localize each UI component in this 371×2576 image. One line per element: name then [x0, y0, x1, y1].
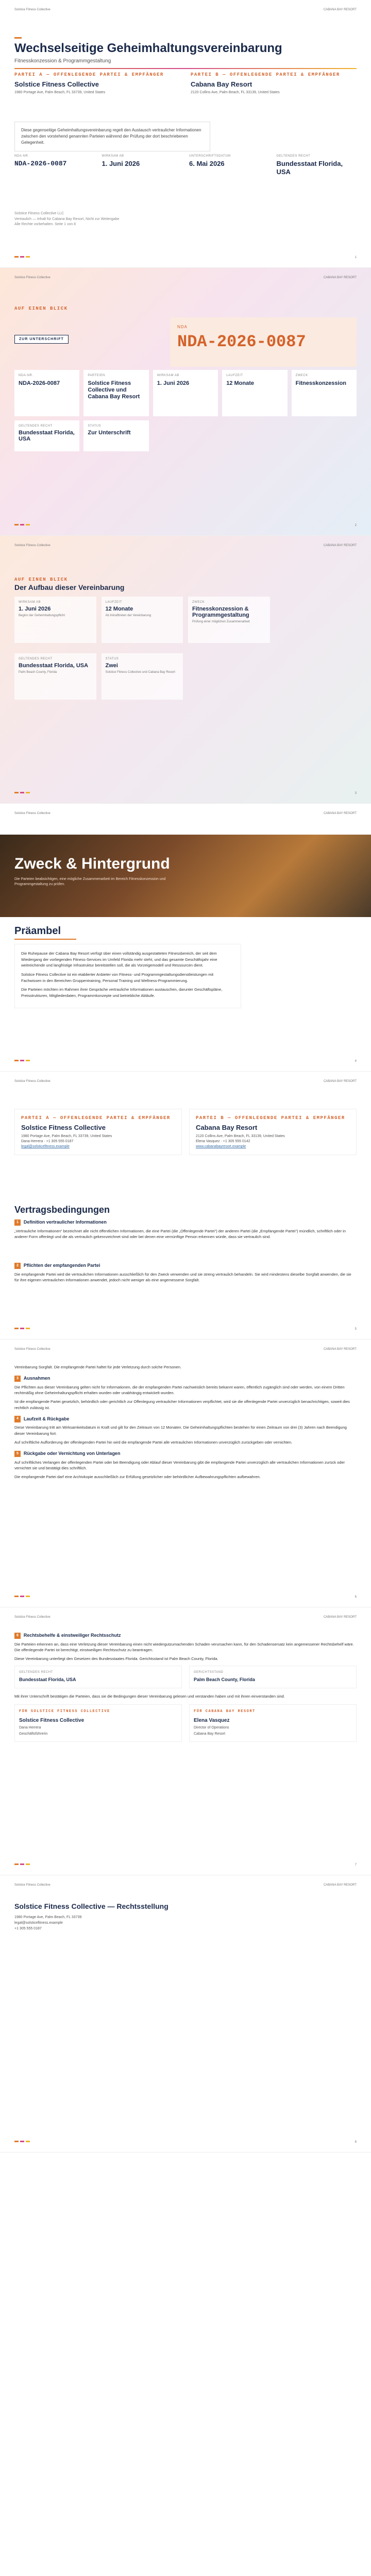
page-1 — [0, 0, 371, 268]
party-b-card — [189, 1109, 357, 1155]
cover-card — [83, 370, 148, 416]
header-left: Solstice Fitness Collective — [14, 8, 50, 11]
page-2 — [0, 268, 371, 536]
cover-card — [14, 370, 79, 416]
page-footer — [14, 1060, 357, 1063]
timeline — [14, 597, 357, 700]
item-label: STATUS — [105, 657, 119, 660]
nda-card-label: NDA — [177, 325, 188, 329]
page-header — [14, 1348, 357, 1351]
card-value: NDA-2026-0087 — [19, 380, 60, 386]
section-title: Definition vertraulicher Informationen — [23, 1219, 107, 1225]
purpose-box: Diese gegenseitige Geheimhaltungsvereinbarung regelt den Austausch vertraulicher Informationen zwischen den vorstehend genannten Parteien während der Prüfung der dort beschriebenen Gelegenheit. — [14, 122, 210, 151]
section-text: Ist die empfangende Partei gesetzlich, behördlich oder gerichtlich zur Offenlegung vertraulicher Informationen verpflichtet, wird sie die offenlegende Partei unverzüglich benachrichtigen, soweit dies rechtlich zulässig ist. — [14, 1399, 350, 1410]
footer-bars — [14, 256, 30, 259]
law-venue-row — [14, 1666, 357, 1688]
sig-role: Geschäftsführerin — [19, 1732, 48, 1736]
item-value: 12 Monate — [105, 606, 133, 612]
item-label: ZWECK — [192, 601, 205, 604]
section-title: Pflichten der empfangenden Partei — [23, 1263, 100, 1268]
card-label: STATUS — [88, 425, 102, 428]
header-left: Solstice Fitness Collective — [14, 1616, 50, 1619]
page-header — [14, 1884, 357, 1887]
accent-mark — [14, 37, 22, 39]
page-3 — [0, 536, 371, 804]
sig-name: Elena Vasquez — [194, 1717, 230, 1723]
section-number: 4 — [14, 1416, 21, 1422]
timeline-item — [102, 597, 183, 643]
header-right: CABANA BAY RESORT — [323, 1080, 357, 1083]
page-header — [14, 276, 357, 279]
closing-email: legal@solsticefitness.example — [14, 1921, 63, 1925]
footer-page: 3 — [355, 792, 357, 795]
closing-title: Solstice Fitness Collective — Rechtsstellung — [14, 1902, 168, 1910]
sig-kicker: FÜR CABANA BAY RESORT — [194, 1709, 256, 1714]
section-text: Diese Vereinbarung unterliegt den Gesetzen des Bundesstaates Florida. Gerichtsstand ist Palm Beach County, Florida. — [14, 1656, 218, 1661]
item-value: Zwei — [105, 663, 118, 669]
hero-subtitle: Die Parteien beabsichtigen, eine mögliche Zusammenarbeit im Bereich Fitnesskonzession und Programmgestaltung zu prüfen. — [14, 877, 166, 886]
sig-name: Solstice Fitness Collective — [19, 1717, 85, 1723]
signature-block-a — [14, 1704, 182, 1742]
card-value: 12 Monate — [226, 380, 254, 386]
header-right: CABANA BAY RESORT — [323, 812, 357, 815]
section-text: „Vertrauliche Informationen“ bezeichnet alle nicht öffentlichen Informationen, die eine Partei (die „Offenlegende Partei“) der anderen Partei (die „Empfangende Partei“) mündlich, schriftlich oder in anderer Form offenlegt und die als vertraulich gekennzeichnet sind oder bei denen eine vernünftige Person erkennen würde, dass sie vertraulich sind. — [14, 1228, 346, 1239]
party-a — [14, 72, 180, 95]
section-text: Auf schriftliches Verlangen der offenlegenden Partei oder bei Beendigung oder Ablauf dieser Vereinbarung gibt die empfangende Partei unverzüglich alle vertraulichen Informationen zurück oder vernichtet sie und bestätigt dies schriftlich. — [14, 1460, 345, 1470]
page-5 — [0, 1072, 371, 1340]
item-note: Ab Inkrafttreten der Vereinbarung — [105, 614, 151, 617]
title-rule — [14, 68, 357, 69]
header-right: CABANA BAY RESORT — [323, 544, 357, 547]
page-7 — [0, 1607, 371, 1875]
page-header — [14, 544, 357, 547]
section-number: 2 — [14, 1263, 21, 1269]
footer-bars — [14, 1060, 30, 1063]
timeline-kicker: AUF EINEN BLICK — [14, 577, 68, 582]
page-footer — [14, 792, 357, 795]
party-b-address: 2120 Collins Ave, Palm Beach, FL 33139, United States — [196, 1134, 285, 1138]
signature-block-b — [189, 1704, 357, 1742]
party-b-name: Cabana Bay Resort — [191, 80, 252, 88]
header-left: Solstice Fitness Collective — [14, 276, 50, 279]
venue-label: GERICHTSSTAND — [194, 1671, 224, 1674]
meta-eff-value: 1. Juni 2026 — [102, 160, 140, 167]
footer-bars — [14, 1328, 30, 1331]
card-value: Fitnesskonzession — [295, 380, 347, 386]
meta-sign-label: UNTERSCHRIFTSDATUM — [189, 155, 231, 158]
section-text: Diese Vereinbarung tritt am Wirksamkeitsdatum in Kraft und gilt für den Zeitraum von 12 Monaten. Die Geheimhaltungspflichten bestehen für einen Zeitraum von drei (3) Jahren nach Beendigung dieser Vereinbarung fort. — [14, 1425, 347, 1436]
page-4 — [0, 804, 371, 1072]
closing-address: 1980 Portage Ave, Palm Beach, FL 33739 — [14, 1916, 82, 1919]
status-badge: ZUR UNTERSCHRIFT — [14, 335, 69, 344]
section-text: Die empfangende Partei wird die vertraulichen Informationen ausschließlich für den Zweck verwenden und sie streng vertraulich behandeln. Sie wird mindestens dieselbe Sorgfalt anwenden, die sie für ihre eigenen vertraulichen Informationen anwendet, jedoch nicht weniger als eine angemessene Sorgfalt. — [14, 1272, 351, 1282]
header-left: Solstice Fitness Collective — [14, 544, 50, 547]
preamble-title: Präambel — [14, 925, 61, 937]
page-header — [14, 812, 357, 815]
footer-bars — [14, 1596, 30, 1599]
section-text: Die Pflichten aus dieser Vereinbarung gelten nicht für Informationen, die der empfangenden Partei nachweislich bereits bekannt waren, öffentlich zugänglich sind oder werden, von einem Dritten rechtmäßig ohne Geheimhaltungspflicht erhalten wurden oder unabhängig entwickelt wurden. — [14, 1384, 345, 1395]
header-right: CABANA BAY RESORT — [323, 1616, 357, 1619]
party-a-email-link[interactable]: legal@solsticefitness.example — [21, 1145, 70, 1148]
item-value: 1. Juni 2026 — [19, 606, 51, 612]
header-left: Solstice Fitness Collective — [14, 812, 50, 815]
party-a-kicker: PARTEI A — OFFENLEGENDE PARTEI & EMPFÄNGER — [14, 72, 164, 77]
page-6 — [0, 1340, 371, 1607]
party-b — [191, 72, 357, 95]
party-b-web-link[interactable]: www.cabanabayresort.example — [196, 1145, 246, 1148]
cover-card — [292, 370, 357, 416]
section-number: 1 — [14, 1219, 21, 1226]
sig-role: Director of Operations — [194, 1725, 229, 1730]
footer-bars — [14, 2141, 30, 2144]
section-number: 6 — [14, 1633, 21, 1639]
law-value: Bundesstaat Florida, USA — [19, 1677, 76, 1683]
meta-law-value: Bundesstaat Florida, USA — [276, 160, 343, 176]
section-2 — [14, 1262, 357, 1283]
item-value: Fitnesskonzession & Programmgestaltung — [192, 606, 249, 618]
party-b-kicker: PARTEI B — OFFENLEGENDE PARTEI & EMPFÄNGER — [196, 1115, 345, 1121]
remedies-body — [14, 1632, 357, 1742]
header-right: CABANA BAY RESORT — [323, 1348, 357, 1351]
page-footer — [14, 524, 357, 527]
page-footer — [14, 1863, 357, 1867]
page-footer — [14, 1596, 357, 1599]
nda-number-card — [170, 317, 357, 367]
hero-banner — [0, 835, 371, 917]
footer-bars — [14, 792, 30, 795]
item-note: Palm Beach County, Florida — [19, 671, 57, 674]
footer-page: 2 — [355, 524, 357, 527]
meta-law-label: GELTENDES RECHT — [276, 155, 311, 158]
item-value: Bundesstaat Florida, USA — [19, 663, 89, 669]
section-text: Die Parteien erkennen an, dass eine Verletzung dieser Vereinbarung einen nicht wiedergutzumachenden Schaden verursachen kann, für den Schadensersatz kein angemessener Rechtsbehelf wäre. Die offenlegende Partei ist berechtigt, einstweiligen Rechtsschutz zu beantragen. — [14, 1641, 354, 1652]
section-text: Die empfangende Partei darf eine Archivkopie ausschließlich zur Erfüllung gesetzlicher oder behördlicher Aufbewahrungspflichten aufbewahren. — [14, 1475, 261, 1479]
sig-line: Dana Herrera — [19, 1725, 41, 1730]
body-paragraph: Vereinbarung Sorgfalt. Die empfangende Partei haftet für jede Verletzung durch solche Personen. — [14, 1365, 181, 1369]
page-8 — [0, 1875, 371, 2153]
item-note: Beginn der Geheimhaltungspflicht — [19, 614, 65, 617]
section-title: Rechtsbehelfe & einstweiliger Rechtsschutz — [23, 1633, 121, 1638]
card-label: PARTEIEN — [88, 374, 105, 377]
footer-page: 4 — [355, 1060, 357, 1063]
nda-card-number: NDA-2026-0087 — [177, 332, 306, 351]
section-title: Rückgabe oder Vernichtung von Unterlagen — [23, 1451, 121, 1456]
footer-page: 6 — [355, 1596, 357, 1599]
doc-title: Wechselseitige Geheimhaltungsvereinbarung — [14, 41, 282, 55]
party-b-name: Cabana Bay Resort — [196, 1124, 258, 1131]
terms-title: Vertragsbedingungen — [14, 1205, 110, 1215]
meta-nda-label: NDA-NR. — [14, 155, 29, 158]
footer-page: 1 — [355, 256, 357, 259]
section-1 — [14, 1219, 357, 1240]
page-header — [14, 1080, 357, 1083]
timeline-title: Der Aufbau dieser Vereinbarung — [14, 583, 125, 591]
preamble-paragraph: Die Parteien möchten im Rahmen ihrer Gespräche vertrauliche Informationen austauschen, darunter Geschäftspläne, Preisstrukturen, Mitgliederdaten, Programmkonzepte und betriebliche Abläufe. — [21, 987, 223, 998]
header-right: CABANA BAY RESORT — [323, 8, 357, 11]
cover-kicker: AUF EINEN BLICK — [14, 306, 68, 311]
signature-blocks — [14, 1704, 357, 1742]
footer-bars — [14, 1863, 30, 1867]
card-value: Bundesstaat Florida, USA — [19, 430, 75, 442]
cover-card — [14, 420, 79, 451]
meta-row — [14, 155, 357, 176]
page-footer — [14, 256, 357, 259]
party-a-contact: Dana Herrera · +1 305 555 0187 — [21, 1140, 74, 1143]
card-label: GELTENDES RECHT — [19, 425, 53, 428]
cover-cards — [14, 370, 357, 451]
header-left: Solstice Fitness Collective — [14, 1348, 50, 1351]
cover-card — [83, 420, 148, 451]
timeline-item — [102, 653, 183, 700]
doc-subtitle: Fitnesskonzession & Programmgestaltung — [14, 58, 111, 64]
timeline-item — [14, 597, 96, 643]
page-header — [14, 8, 357, 11]
party-a-name: Solstice Fitness Collective — [21, 1124, 106, 1131]
card-label: WIRKSAM AB — [157, 374, 179, 377]
meta-sign-value: 6. Mai 2026 — [189, 160, 225, 167]
card-label: NDA-NR. — [19, 374, 33, 377]
footer-bars — [14, 524, 30, 527]
item-label: LAUFZEIT — [105, 601, 122, 604]
footer-page: 8 — [355, 2141, 357, 2144]
closing-phone: +1 305 555 0187 — [14, 1927, 42, 1931]
preamble-underline — [14, 939, 76, 940]
party-a-address: 1980 Portage Ave, Palm Beach, FL 33739, United States — [14, 91, 106, 94]
header-left: Solstice Fitness Collective — [14, 1884, 50, 1887]
page-footer — [14, 1328, 357, 1331]
signature-intro: Mit ihrer Unterschrift bestätigen die Parteien, dass sie die Bedingungen dieser Vereinbarung gelesen und verstanden haben und mit ihnen einverstanden sind. — [14, 1693, 285, 1699]
hero-title: Zweck & Hintergrund — [14, 855, 170, 872]
party-b-address: 2120 Collins Ave, Palm Beach, FL 33139, United States — [191, 91, 280, 94]
section-text: Auf schriftliche Aufforderung der offenlegenden Partei hin wird die empfangende Partei alle vertraulichen Informationen unverzüglich zurückgeben oder vernichten. — [14, 1439, 293, 1445]
party-a-address: 1980 Portage Ave, Palm Beach, FL 33739, United States — [21, 1134, 112, 1138]
timeline-item — [188, 597, 270, 643]
section-number: 3 — [14, 1376, 21, 1382]
header-right: CABANA BAY RESORT — [323, 276, 357, 279]
p1-footnote: Solstice Fitness Collective LLC Vertraulich — Inhalt für Cabana Bay Resort, Nicht zur Weitergabe Alle Rechte vorbehalten. Seite 1 von 8 — [14, 212, 120, 226]
header-left: Solstice Fitness Collective — [14, 1080, 50, 1083]
terms-body — [14, 1364, 357, 1483]
meta-eff-label: WIRKSAM AB — [102, 155, 124, 158]
sig-kicker: FÜR SOLSTICE FITNESS COLLECTIVE — [19, 1709, 110, 1714]
timeline-spacer — [275, 597, 357, 643]
party-a-kicker: PARTEI A — OFFENLEGENDE PARTEI & EMPFÄNGER — [21, 1115, 171, 1121]
preamble-paragraph: Solstice Fitness Collective ist ein etablierter Anbieter von Fitness- und Programmgestaltungsdienstleistungen mit Fachwissen in den Bereichen Gruppentraining, Personal Training und Wellness-Programmierung. — [21, 972, 214, 983]
footer-page: 5 — [355, 1328, 357, 1331]
party-a-name: Solstice Fitness Collective — [14, 80, 99, 88]
card-label: LAUFZEIT — [226, 374, 243, 377]
item-label: GELTENDES RECHT — [19, 657, 53, 660]
sig-line: Cabana Bay Resort — [194, 1732, 226, 1736]
card-label: ZWECK — [295, 374, 308, 377]
card-value: Solstice Fitness Collective und Cabana Bay Resort — [88, 380, 140, 400]
item-note: Prüfung einer möglichen Zusammenarbeit — [192, 620, 250, 623]
page-footer — [14, 2141, 357, 2144]
party-b-kicker: PARTEI B — OFFENLEGENDE PARTEI & EMPFÄNGER — [191, 72, 340, 77]
page-header — [14, 1616, 357, 1619]
timeline-item — [14, 653, 96, 700]
header-right: CABANA BAY RESORT — [323, 1884, 357, 1887]
meta-nda-value: NDA-2026-0087 — [14, 160, 67, 167]
section-title: Laufzeit & Rückgabe — [23, 1416, 70, 1421]
preamble-paragraph: Die Ruhepause der Cabana Bay Resort verfügt über einen vollständig ausgestatteten Fitnessbereich, der seit dem Wiedergang der vorliegenden Fitness-Services im Umfeld Florida mehr steht, und das gesamte Geschäftsjahr eine weitreichende und langfristige Infrastruktur bereitstellen soll, die als Vorzeigemodell und Ressourcen dient. — [21, 951, 217, 968]
section-number: 5 — [14, 1451, 21, 1458]
party-a-card — [14, 1109, 182, 1155]
cover-card — [222, 370, 287, 416]
party-b-contact: Elena Vasquez · +1 305 555 0142 — [196, 1140, 250, 1143]
preamble-box — [14, 944, 241, 1008]
card-value: 1. Juni 2026 — [157, 380, 190, 386]
law-label: GELTENDES RECHT — [19, 1671, 53, 1674]
footer-page: 7 — [355, 1863, 357, 1867]
card-value: Zur Unterschrift — [88, 430, 131, 436]
section-title: Ausnahmen — [23, 1376, 50, 1381]
item-note: Solstice Fitness Collective und Cabana Bay Resort — [105, 671, 175, 674]
item-label: WIRKSAM AB — [19, 601, 41, 604]
venue-value: Palm Beach County, Florida — [194, 1677, 255, 1683]
closing-block — [14, 1902, 357, 1932]
cover-card — [153, 370, 218, 416]
